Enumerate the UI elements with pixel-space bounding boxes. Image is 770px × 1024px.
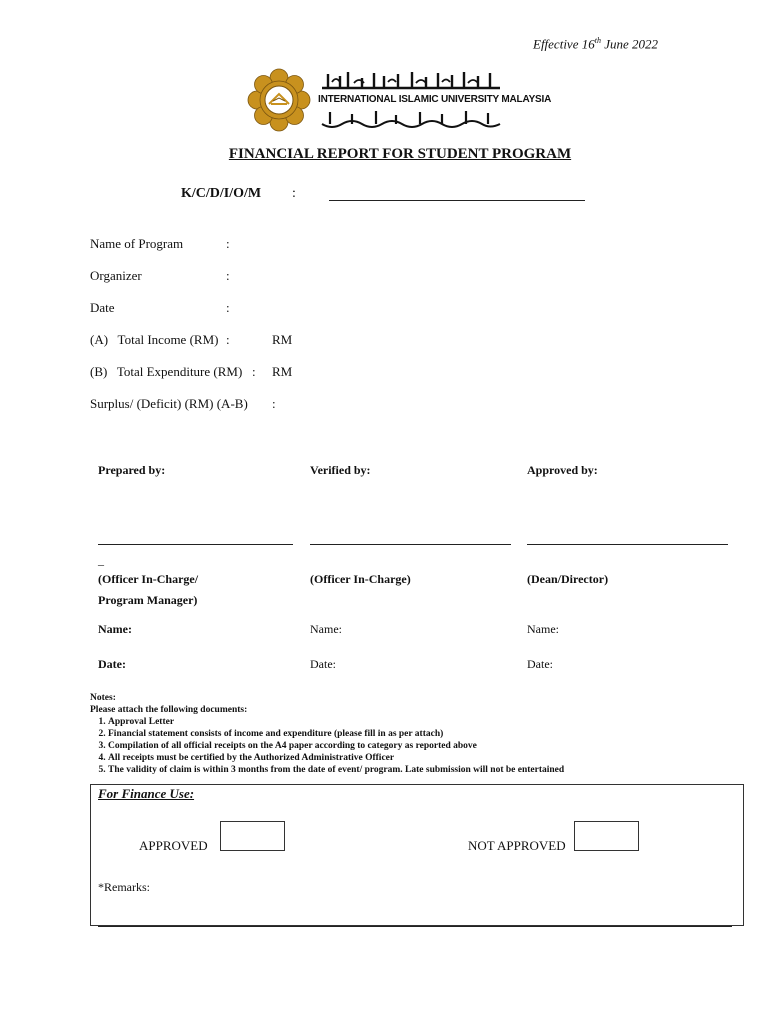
field-total-expenditure: (B) Total Expenditure (RM): [90, 364, 243, 379]
expenditure-currency: RM: [272, 364, 293, 379]
prepared-by-date-label: Date:: [98, 657, 126, 671]
field-colon: :: [252, 364, 256, 379]
approved-by-heading: Approved by:: [527, 463, 598, 477]
note-item: 5. The validity of claim is within 3 months from the date of event/ program. Late submission will not be entertained: [108, 764, 564, 776]
prepared-by-name-label: Name:: [98, 622, 132, 636]
notes-intro: Please attach the following documents:: [90, 705, 248, 715]
field-colon: :: [226, 300, 230, 315]
note-item: 3. Compilation of all official receipts on the A4 paper according to category as reported above: [108, 740, 564, 752]
not-approved-checkbox[interactable]: [574, 821, 639, 851]
form-title: FINANCIAL REPORT FOR STUDENT PROGRAM: [228, 146, 572, 162]
verified-by-heading: Verified by:: [310, 463, 371, 477]
income-currency: RM: [272, 332, 293, 347]
university-name: INTERNATIONAL ISLAMIC UNIVERSITY MALAYSIA: [318, 94, 552, 105]
kcd-colon: :: [292, 186, 296, 201]
signature-line-overflow: _: [98, 553, 104, 567]
approved-by-signature-line[interactable]: [527, 544, 728, 545]
effective-date: Effective 16th June 2022: [533, 36, 658, 52]
finance-use-box: [90, 784, 744, 926]
field-total-income: (A) Total Income (RM): [90, 332, 219, 347]
approved-by-name-label: Name:: [527, 622, 559, 636]
kcd-label: K/C/D/I/O/M: [181, 186, 262, 201]
finance-use-title: For Finance Use:: [98, 786, 195, 801]
verified-by-name-label: Name:: [310, 622, 342, 636]
field-surplus-deficit: Surplus/ (Deficit) (RM) (A-B): [90, 396, 248, 411]
prepared-by-heading: Prepared by:: [98, 463, 166, 477]
field-colon: :: [226, 236, 230, 251]
verified-by-signature-line[interactable]: [310, 544, 511, 545]
not-approved-label: NOT APPROVED: [468, 838, 566, 853]
prepared-by-signature-line[interactable]: [98, 544, 293, 545]
kcd-input-line[interactable]: [329, 200, 585, 201]
arabic-calligraphy-bottom: [318, 108, 504, 130]
field-name-of-program: Name of Program: [90, 236, 184, 251]
arabic-calligraphy-top: [318, 70, 504, 92]
notes-title: Notes:: [90, 693, 116, 703]
approved-checkbox[interactable]: [220, 821, 285, 851]
notes-list: [90, 716, 564, 776]
verified-by-role: (Officer In-Charge): [310, 572, 411, 586]
approved-label: APPROVED: [139, 838, 208, 853]
remarks-input-line[interactable]: [98, 926, 732, 927]
approved-by-date-label: Date:: [527, 657, 553, 671]
field-colon: :: [226, 332, 230, 347]
iium-logo: [247, 68, 311, 132]
field-colon: :: [272, 396, 276, 411]
verified-by-date-label: Date:: [310, 657, 336, 671]
field-date: Date: [90, 300, 115, 315]
prepared-by-role-line2: Program Manager): [98, 593, 198, 607]
note-item: 4. All receipts must be certified by the Authorized Administrative Officer: [108, 752, 564, 764]
notes-section: [90, 692, 564, 776]
note-item: 2. Financial statement consists of income and expenditure (please fill in as per attach): [108, 728, 564, 740]
note-item: 1. Approval Letter: [108, 716, 564, 728]
approved-by-role: (Dean/Director): [527, 572, 609, 586]
remarks-label: *Remarks:: [98, 880, 150, 894]
field-organizer: Organizer: [90, 268, 142, 283]
prepared-by-role: (Officer In-Charge/: [98, 572, 199, 586]
field-colon: :: [226, 268, 230, 283]
